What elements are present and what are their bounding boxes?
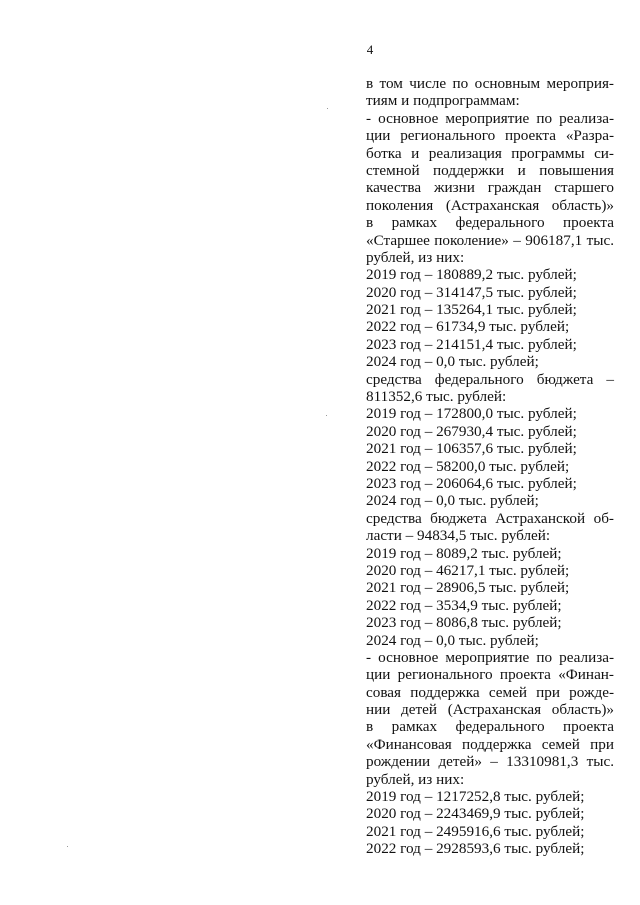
text-line: 2024 год – 0,0 тыс. рублей; [366,353,539,371]
text-line: средства федерального бюджета – [366,370,614,388]
text-line: 2024 год – 0,0 тыс. рублей; [366,631,539,649]
text-line: 2023 год – 214151,4 тыс. рублей; [366,335,577,353]
text-line: 2022 год – 61734,9 тыс. рублей; [366,318,570,336]
text-line: средства бюджета Астраханской об- [366,509,614,527]
text-line: 2021 год – 106357,6 тыс. рублей; [366,440,577,458]
text-line: рублей, из них: [366,770,465,788]
text-line: 811352,6 тыс. рублей: [366,388,507,406]
text-line: 2022 год – 2928593,6 тыс. рублей; [366,840,585,858]
text-line: ботка и реализация программы си- [366,144,614,162]
text-line: 2021 год – 28906,5 тыс. рублей; [366,579,570,597]
text-line: 2019 год – 8089,2 тыс. рублей; [366,544,562,562]
text-line: 2024 год – 0,0 тыс. рублей; [366,492,539,510]
text-line: 2020 год – 46217,1 тыс. рублей; [366,561,570,579]
text-line: 2022 год – 3534,9 тыс. рублей; [366,596,562,614]
page-number: 4 [366,42,374,57]
text-line: 2020 год – 314147,5 тыс. рублей; [366,283,577,301]
text-line: 2019 год – 1217252,8 тыс. рублей; [366,788,585,806]
text-line: совая поддержка семей при рожде- [366,683,614,701]
text-line: в том числе по основным мероприя- [366,75,614,92]
text-line: качества жизни граждан старшего [366,179,614,197]
text-line: ции регионального проекта «Разра- [366,127,614,145]
text-line: тиям и подпрограммам: [366,92,520,110]
scan-speck [326,415,327,416]
text-line: 2021 год – 2495916,6 тыс. рублей; [366,822,585,840]
text-line: рублей, из них: [366,248,465,266]
text-line: в рамках федерального проекта [366,214,614,232]
text-line: 2019 год – 172800,0 тыс. рублей; [366,405,577,423]
scan-speck [327,108,328,109]
text-line: 2020 год – 267930,4 тыс. рублей; [366,422,577,440]
text-line: рождении детей» – 13310981,3 тыс. [366,753,614,771]
text-line: 2020 год – 2243469,9 тыс. рублей; [366,805,585,823]
text-line: в рамках федерального проекта [366,718,614,736]
text-column [366,75,614,858]
text-line: ции регионального проекта «Финан- [366,666,614,684]
text-line: стемной поддержки и повышения [366,161,614,179]
text-line: «Старшее поколение» – 906187,1 тыс. [366,231,614,249]
text-line: 2023 год – 8086,8 тыс. рублей; [366,614,562,632]
text-line: 2019 год – 180889,2 тыс. рублей; [366,266,577,284]
text-line: 2022 год – 58200,0 тыс. рублей; [366,457,570,475]
text-line: - основное мероприятие по реализа- [366,109,614,127]
text-line: «Финансовая поддержка семей при [366,735,614,753]
text-line: нии детей (Астраханская область)» [366,701,614,719]
text-line: 2023 год – 206064,6 тыс. рублей; [366,474,577,492]
text-line: - основное мероприятие по реализа- [366,648,614,666]
text-line: поколения (Астраханская область)» [366,196,614,214]
scan-speck [67,846,68,847]
text-line: ласти – 94834,5 тыс. рублей: [366,527,551,545]
text-line: 2021 год – 135264,1 тыс. рублей; [366,301,577,319]
